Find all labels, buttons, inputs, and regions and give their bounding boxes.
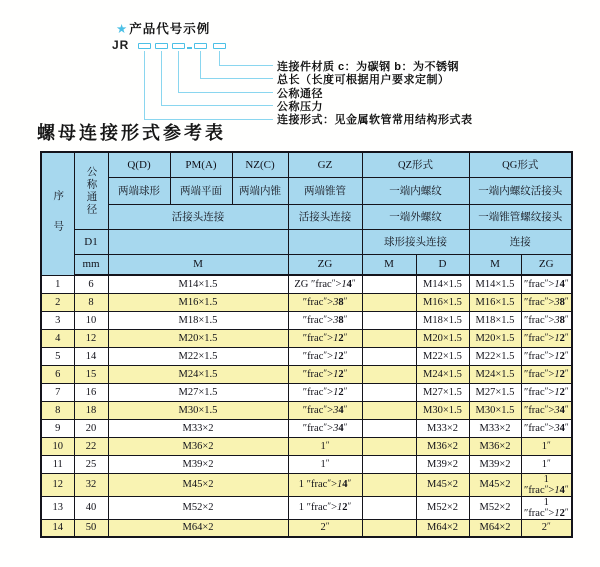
cell-qg-zg: 1″ <box>521 455 572 473</box>
cell-dn-mm: 50 <box>74 519 108 537</box>
cell-dn-mm: 20 <box>74 419 108 437</box>
nut-connection-reference-table <box>40 151 573 538</box>
cell-serial-no: 9 <box>41 419 74 437</box>
cell-serial-no: 12 <box>41 473 74 496</box>
cell-qz-d: M14×1.5 <box>416 275 469 293</box>
cell-serial-no: 1 <box>41 275 74 293</box>
table-row <box>41 347 572 365</box>
cell-zg-thread: ″frac″>38″ <box>288 311 362 329</box>
cell-zg-thread: 2″ <box>288 519 362 537</box>
cell-m-thread: M22×1.5 <box>108 347 288 365</box>
cell-qg-m: M39×2 <box>469 455 521 473</box>
cell-qg-zg: 1 ″frac″>14″ <box>521 473 572 496</box>
cell-m-thread: M30×1.5 <box>108 401 288 419</box>
cell-serial-no: 14 <box>41 519 74 537</box>
table-row <box>41 437 572 455</box>
cell-qz-d: M27×1.5 <box>416 383 469 401</box>
cell-dn-mm: 8 <box>74 293 108 311</box>
cell-serial-no: 13 <box>41 496 74 519</box>
header-qz-sub: 一端内螺纹 <box>362 177 469 204</box>
cell-zg-thread: 1 ″frac″>12″ <box>288 496 362 519</box>
header-qg-zg: ZG <box>521 254 572 275</box>
code-box-3 <box>172 43 185 49</box>
cell-dn-mm: 15 <box>74 365 108 383</box>
cell-serial-no: 11 <box>41 455 74 473</box>
table-row <box>41 519 572 537</box>
header-mm: mm <box>74 254 108 275</box>
cell-zg-thread: ″frac″>12″ <box>288 383 362 401</box>
cell-m-thread: M39×2 <box>108 455 288 473</box>
cell-qz-d: M22×1.5 <box>416 347 469 365</box>
table-row <box>41 293 572 311</box>
cell-m-thread: M27×1.5 <box>108 383 288 401</box>
cell-qz-m <box>362 419 416 437</box>
table-row <box>41 311 572 329</box>
cell-serial-no: 3 <box>41 311 74 329</box>
cell-serial-no: 10 <box>41 437 74 455</box>
cell-m-thread: M36×2 <box>108 437 288 455</box>
header-col-qg: QG形式 <box>469 152 572 177</box>
cell-qg-zg: ″frac″>12″ <box>521 383 572 401</box>
cell-qg-zg: ″frac″>12″ <box>521 329 572 347</box>
header-row-5 <box>41 254 572 275</box>
cell-qg-m: M30×1.5 <box>469 401 521 419</box>
table-row <box>41 383 572 401</box>
cell-zg-thread: 1″ <box>288 455 362 473</box>
cell-qz-m <box>362 496 416 519</box>
cell-dn-mm: 14 <box>74 347 108 365</box>
code-prefix: JR <box>112 38 130 52</box>
header-m-label: M <box>108 254 288 275</box>
star-icon: ★ <box>116 22 129 36</box>
cell-zg-thread: ″frac″>12″ <box>288 329 362 347</box>
cell-dn-mm: 12 <box>74 329 108 347</box>
cell-qg-m: M24×1.5 <box>469 365 521 383</box>
cell-dn-mm: 10 <box>74 311 108 329</box>
table-row <box>41 365 572 383</box>
cell-qg-zg: ″frac″>34″ <box>521 419 572 437</box>
header-empty-2 <box>288 229 362 254</box>
cell-qg-m: M27×1.5 <box>469 383 521 401</box>
cell-qg-m: M52×2 <box>469 496 521 519</box>
cell-m-thread: M33×2 <box>108 419 288 437</box>
header-row-1 <box>41 152 572 177</box>
cell-zg-thread: ″frac″>38″ <box>288 293 362 311</box>
cell-zg-thread: ″frac″>34″ <box>288 419 362 437</box>
header-ball-joint-connection: 球形接头连接 <box>362 229 469 254</box>
header-qg-m: M <box>469 254 521 275</box>
cell-qg-zg: ″frac″>38″ <box>521 311 572 329</box>
cell-qg-m: M22×1.5 <box>469 347 521 365</box>
cell-serial-no: 5 <box>41 347 74 365</box>
code-dash <box>187 47 192 49</box>
cell-qg-zg: 1″ <box>521 437 572 455</box>
cell-qz-m <box>362 293 416 311</box>
header-empty-1 <box>108 229 288 254</box>
cell-serial-no: 8 <box>41 401 74 419</box>
diagram-label-connection: 连接形式：见金属软管常用结构形式表 <box>277 114 473 126</box>
cell-qz-m <box>362 473 416 496</box>
cell-qg-m: M18×1.5 <box>469 311 521 329</box>
cell-qg-zg: 1 ″frac″>12″ <box>521 496 572 519</box>
cell-qz-d: M24×1.5 <box>416 365 469 383</box>
cell-qz-m <box>362 455 416 473</box>
cell-zg-thread: ZG ″frac″>14″ <box>288 275 362 293</box>
code-box-2 <box>155 43 168 49</box>
cell-qz-m <box>362 347 416 365</box>
header-col-qz: QZ形式 <box>362 152 469 177</box>
table-header <box>41 152 572 275</box>
cell-qg-zg: ″frac″>12″ <box>521 365 572 383</box>
cell-m-thread: M18×1.5 <box>108 311 288 329</box>
cell-dn-mm: 16 <box>74 383 108 401</box>
cell-qg-zg: 2″ <box>521 519 572 537</box>
cell-serial-no: 7 <box>41 383 74 401</box>
cell-dn-mm: 32 <box>74 473 108 496</box>
header-serial-no: 序号 <box>41 152 74 275</box>
cell-qg-zg: ″frac″>34″ <box>521 401 572 419</box>
diagram-label-length: 总长（长度可根据用户要求定制） <box>277 74 450 86</box>
cell-qz-d: M30×1.5 <box>416 401 469 419</box>
table-row <box>41 455 572 473</box>
header-gz-sub: 两端锥管 <box>288 177 362 204</box>
cell-m-thread: M45×2 <box>108 473 288 496</box>
cell-qz-d: M33×2 <box>416 419 469 437</box>
cell-qg-zg: ″frac″>38″ <box>521 293 572 311</box>
header-zg-label: ZG <box>288 254 362 275</box>
table-body <box>41 275 572 537</box>
cell-qz-d: M64×2 <box>416 519 469 537</box>
header-d1: D1 <box>74 229 108 254</box>
header-qz-d: D <box>416 254 469 275</box>
diagram-label-pressure: 公称压力 <box>277 101 323 113</box>
cell-dn-mm: 25 <box>74 455 108 473</box>
cell-zg-thread: ″frac″>34″ <box>288 401 362 419</box>
cell-m-thread: M64×2 <box>108 519 288 537</box>
cell-dn-mm: 6 <box>74 275 108 293</box>
page-title: 螺母连接形式参考表 <box>37 123 226 144</box>
cell-qz-d: M45×2 <box>416 473 469 496</box>
cell-m-thread: M52×2 <box>108 496 288 519</box>
table-row <box>41 275 572 293</box>
cell-qz-m <box>362 519 416 537</box>
header-qg-connection: 一端锥管螺纹接头 <box>469 204 572 229</box>
cell-qz-d: M39×2 <box>416 455 469 473</box>
cell-dn-mm: 22 <box>74 437 108 455</box>
header-qz-connection: 一端外螺纹 <box>362 204 469 229</box>
cell-qg-m: M20×1.5 <box>469 329 521 347</box>
cell-qz-m <box>362 329 416 347</box>
cell-qz-d: M52×2 <box>416 496 469 519</box>
cell-qg-m: M45×2 <box>469 473 521 496</box>
header-qz-m: M <box>362 254 416 275</box>
table-row <box>41 473 572 496</box>
header-q-sub: 两端球形 <box>108 177 170 204</box>
code-box-1 <box>138 43 151 49</box>
header-col-pm: PM(A) <box>170 152 232 177</box>
header-col-gz: GZ <box>288 152 362 177</box>
cell-qg-m: M14×1.5 <box>469 275 521 293</box>
cell-zg-thread: 1 ″frac″>14″ <box>288 473 362 496</box>
header-pm-sub: 两端平面 <box>170 177 232 204</box>
header-gz-connection: 活接头连接 <box>288 204 362 229</box>
table-row <box>41 329 572 347</box>
header-qg-sub: 一端内螺纹活接头 <box>469 177 572 204</box>
cell-serial-no: 4 <box>41 329 74 347</box>
cell-qg-m: M16×1.5 <box>469 293 521 311</box>
header-nominal-diameter: 公称通径 <box>74 152 108 229</box>
header-connection: 连接 <box>469 229 572 254</box>
cell-qz-m <box>362 401 416 419</box>
cell-qz-d: M36×2 <box>416 437 469 455</box>
cell-qz-m <box>362 437 416 455</box>
cell-m-thread: M16×1.5 <box>108 293 288 311</box>
cell-qz-m <box>362 365 416 383</box>
cell-qz-m <box>362 311 416 329</box>
table-row <box>41 401 572 419</box>
header-nz-sub: 两端内锥 <box>232 177 288 204</box>
table-row <box>41 419 572 437</box>
cell-zg-thread: 1″ <box>288 437 362 455</box>
cell-zg-thread: ″frac″>12″ <box>288 365 362 383</box>
cell-qg-m: M36×2 <box>469 437 521 455</box>
connector-line-5 <box>144 51 273 120</box>
cell-qz-d: M20×1.5 <box>416 329 469 347</box>
cell-qg-zg: ″frac″>12″ <box>521 347 572 365</box>
cell-dn-mm: 18 <box>74 401 108 419</box>
cell-m-thread: M20×1.5 <box>108 329 288 347</box>
cell-m-thread: M14×1.5 <box>108 275 288 293</box>
header-col-q: Q(D) <box>108 152 170 177</box>
header-col-nz: NZ(C) <box>232 152 288 177</box>
diagram-label-diameter: 公称通径 <box>277 88 323 100</box>
cell-qz-m <box>362 275 416 293</box>
cell-dn-mm: 40 <box>74 496 108 519</box>
header-row-2 <box>41 177 572 204</box>
header-row-4 <box>41 229 572 254</box>
cell-qg-m: M64×2 <box>469 519 521 537</box>
code-box-5 <box>213 43 226 49</box>
diagram-label-material: 连接件材质 c：为碳钢 b：为不锈钢 <box>277 61 459 73</box>
table-row <box>41 496 572 519</box>
cell-qg-m: M33×2 <box>469 419 521 437</box>
diagram-heading <box>116 19 210 37</box>
header-union-connection: 活接头连接 <box>108 204 288 229</box>
cell-serial-no: 2 <box>41 293 74 311</box>
cell-zg-thread: ″frac″>12″ <box>288 347 362 365</box>
cell-qz-d: M16×1.5 <box>416 293 469 311</box>
cell-qz-m <box>362 383 416 401</box>
cell-m-thread: M24×1.5 <box>108 365 288 383</box>
cell-qz-d: M18×1.5 <box>416 311 469 329</box>
cell-qg-zg: ″frac″>14″ <box>521 275 572 293</box>
code-box-4 <box>194 43 207 49</box>
cell-serial-no: 6 <box>41 365 74 383</box>
diagram-heading-text: 产品代号示例 <box>129 22 211 36</box>
header-row-3 <box>41 204 572 229</box>
